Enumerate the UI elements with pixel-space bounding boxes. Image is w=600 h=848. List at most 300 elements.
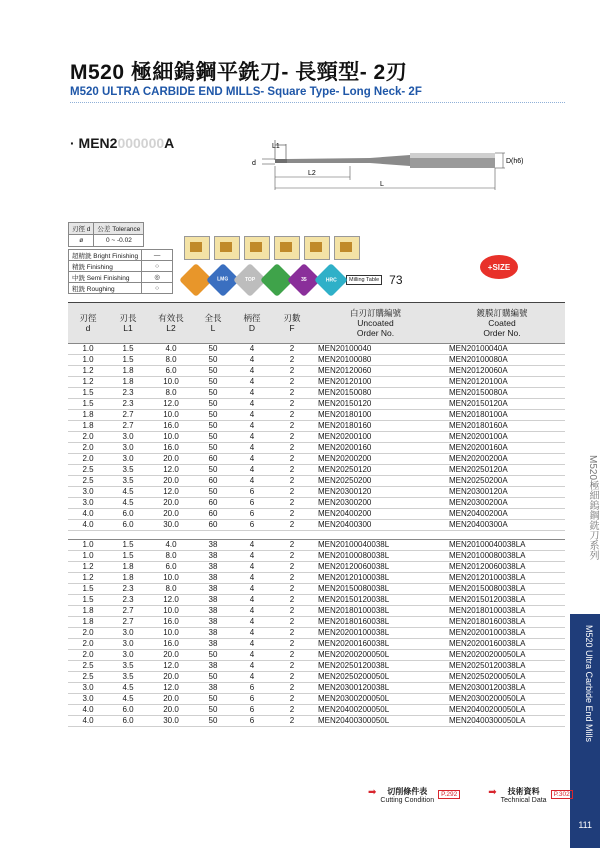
spec-cell: 16.0 (148, 443, 194, 454)
spec-cell: 1.8 (108, 573, 148, 584)
slotting-icon (184, 236, 210, 260)
uncoated-order-no: MEN20120100 (312, 377, 439, 388)
spec-cell: 6 (232, 705, 272, 716)
spec-cell: 1.2 (68, 377, 108, 388)
spec-cell: 3.0 (68, 498, 108, 509)
uncoated-order-no: MEN20250200050L (312, 672, 439, 683)
spec-cell: 1.2 (68, 562, 108, 573)
spec-cell: 4 (232, 584, 272, 595)
spec-cell: 6.0 (148, 366, 194, 377)
table-row (68, 465, 565, 476)
coated-order-no: MEN20120060038LA (439, 562, 565, 573)
spec-cell: 38 (194, 683, 232, 694)
spec-cell: 1.8 (108, 562, 148, 573)
spec-cell: 6 (232, 694, 272, 705)
coated-order-no: MEN20100040038LA (439, 540, 565, 551)
spec-cell: 2 (272, 639, 312, 650)
spec-cell: 2 (272, 520, 312, 531)
coated-order-no: MEN20400200050LA (439, 705, 565, 716)
spec-cell: 38 (194, 639, 232, 650)
tech-label-zh: 技術資料 (507, 787, 540, 796)
operation-icons (184, 236, 360, 260)
plunging-icon (334, 236, 360, 260)
spec-cell: 4.0 (68, 520, 108, 531)
spec-cell: 4 (232, 377, 272, 388)
page-subtitle: M520 ULTRA CARBIDE END MILLS- Square Type- Long Neck- 2F (70, 86, 422, 98)
spec-cell: 6.0 (108, 716, 148, 727)
spec-cell: 2 (272, 617, 312, 628)
spec-cell: 16.0 (148, 617, 194, 628)
technical-data-link[interactable] (488, 788, 572, 805)
series-suffix: A (164, 135, 175, 151)
spec-cell: 16.0 (148, 421, 194, 432)
uncoated-order-no: MEN20200200 (312, 454, 439, 465)
spec-cell: 2 (272, 551, 312, 562)
spec-cell: 4 (232, 421, 272, 432)
coated-order-no: MEN20150080A (439, 388, 565, 399)
spec-cell: 1.5 (68, 399, 108, 410)
uncoated-order-no: MEN20400200 (312, 509, 439, 520)
spec-cell: 50 (194, 388, 232, 399)
coated-order-no: MEN20400200A (439, 509, 565, 520)
spec-cell: 3.0 (108, 443, 148, 454)
spec-cell: 4 (232, 562, 272, 573)
spec-cell: 4.5 (108, 694, 148, 705)
finishing-label: 中銑 Semi Finishing (69, 272, 142, 283)
uncoated-order-no: MEN20200100038L (312, 628, 439, 639)
uncoated-order-no: MEN20100080038L (312, 551, 439, 562)
uncoated-order-no: MEN20100040 (312, 344, 439, 355)
spec-cell: 2.7 (108, 410, 148, 421)
spec-cell: 10.0 (148, 628, 194, 639)
spec-cell: 4 (232, 344, 272, 355)
spec-cell: 10.0 (148, 573, 194, 584)
table-row (68, 443, 565, 454)
coated-order-no: MEN20150120038LA (439, 595, 565, 606)
spec-cell: 2.3 (108, 584, 148, 595)
spec-cell: 1.8 (108, 366, 148, 377)
spec-cell: 2 (272, 509, 312, 520)
spec-cell: 2 (272, 443, 312, 454)
spec-cell: 4.0 (68, 509, 108, 520)
coated-order-no: MEN20200200A (439, 454, 565, 465)
spec-cell: 2.5 (68, 465, 108, 476)
uncoated-order-no: MEN20120060 (312, 366, 439, 377)
spec-cell: 50 (194, 487, 232, 498)
uncoated-order-no: MEN20250200 (312, 476, 439, 487)
spec-cell: 2 (272, 355, 312, 366)
coated-order-no: MEN20300120A (439, 487, 565, 498)
spec-cell: 6 (232, 487, 272, 498)
spec-cell: 3.0 (108, 639, 148, 650)
spec-cell: 1.0 (68, 551, 108, 562)
spec-cell: 20.0 (148, 650, 194, 661)
uncoated-order-no: MEN20180100038L (312, 606, 439, 617)
arrow-right-icon: ➡ (488, 787, 497, 798)
coated-order-no: MEN20200100A (439, 432, 565, 443)
uncoated-order-no: MEN20200160038L (312, 639, 439, 650)
finishing-table (68, 249, 173, 294)
spec-cell: 1.5 (68, 584, 108, 595)
header-overall-length: 全長 L (194, 303, 232, 344)
spec-cell: 4 (232, 606, 272, 617)
coated-order-no: MEN20120100038LA (439, 573, 565, 584)
finishing-symbol: ○ (142, 261, 173, 272)
spec-cell: 2 (272, 683, 312, 694)
spec-cell: 2 (272, 562, 312, 573)
table-row (68, 498, 565, 509)
table-row (68, 344, 565, 355)
table-row (68, 520, 565, 531)
table-row (68, 573, 565, 584)
spec-cell: 20.0 (148, 476, 194, 487)
spec-cell: 1.8 (108, 377, 148, 388)
spec-cell: 1.8 (68, 410, 108, 421)
spec-cell: 1.5 (68, 388, 108, 399)
tolerance-header-diameter: 刃徑 d (69, 223, 94, 235)
uncoated-order-no: MEN20180160038L (312, 617, 439, 628)
material-hrc35-icon: 35 (287, 263, 321, 297)
spec-cell: 2 (272, 432, 312, 443)
coated-order-no: MEN20250200A (439, 476, 565, 487)
spec-cell: 4.5 (108, 498, 148, 509)
spec-cell: 1.8 (68, 606, 108, 617)
tolerance-value-symbol: ø (69, 235, 94, 247)
page-title: M520 極細鎢鋼平銑刀- 長頸型- 2刃 (70, 61, 408, 84)
spec-cell: 2 (272, 454, 312, 465)
spec-cell: 38 (194, 606, 232, 617)
spec-cell: 4 (232, 628, 272, 639)
finishing-label: 精銑 Finishing (69, 261, 142, 272)
spec-cell: 8.0 (148, 355, 194, 366)
label-d: d (252, 160, 256, 167)
cutting-page: P.292 (438, 790, 460, 799)
uncoated-order-no: MEN20300200050L (312, 694, 439, 705)
spec-cell: 12.0 (148, 399, 194, 410)
uncoated-order-no: MEN20400300 (312, 520, 439, 531)
spec-cell: 20.0 (148, 498, 194, 509)
table-row (68, 672, 565, 683)
spec-cell: 6.0 (108, 509, 148, 520)
spec-cell: 2.0 (68, 432, 108, 443)
spec-cell: 4 (232, 388, 272, 399)
header-diameter: 刃徑 d (68, 303, 108, 344)
table-row (68, 628, 565, 639)
spec-cell: 12.0 (148, 487, 194, 498)
coated-order-no: MEN20200160038LA (439, 639, 565, 650)
spec-cell: 2.0 (68, 650, 108, 661)
spec-cell: 2 (272, 694, 312, 705)
spec-cell: 4.0 (148, 344, 194, 355)
spec-cell: 50 (194, 432, 232, 443)
spec-cell: 2 (272, 421, 312, 432)
spec-cell: 2.0 (68, 639, 108, 650)
spec-cell: 38 (194, 573, 232, 584)
spec-cell: 6.0 (148, 562, 194, 573)
uncoated-order-no: MEN20400300050L (312, 716, 439, 727)
spec-cell: 4 (232, 454, 272, 465)
uncoated-order-no: MEN20100040038L (312, 540, 439, 551)
spec-cell: 4.5 (108, 487, 148, 498)
uncoated-order-no: MEN20120060038L (312, 562, 439, 573)
table-row (68, 487, 565, 498)
spec-cell: 2 (272, 476, 312, 487)
table-row (68, 377, 565, 388)
spec-cell: 4 (232, 661, 272, 672)
coated-order-no: MEN20300200050LA (439, 694, 565, 705)
spec-cell: 6 (232, 498, 272, 509)
table-row (68, 661, 565, 672)
header-shank: 柄徑 D (232, 303, 272, 344)
spec-cell: 1.5 (108, 344, 148, 355)
spec-cell: 3.0 (68, 487, 108, 498)
material-hrc-icon: HRC (314, 263, 348, 297)
uncoated-order-no: MEN20200100 (312, 432, 439, 443)
spec-cell: 1.5 (108, 540, 148, 551)
spec-cell: 4 (232, 672, 272, 683)
spec-cell: 4.0 (68, 705, 108, 716)
spec-cell: 50 (194, 443, 232, 454)
side-milling-icon (214, 236, 240, 260)
finishing-label: 粗銑 Roughing (69, 283, 142, 294)
table-row (68, 432, 565, 443)
table-row (68, 410, 565, 421)
spec-cell: 38 (194, 628, 232, 639)
spec-cell: 6 (232, 520, 272, 531)
spec-cell: 2.0 (68, 628, 108, 639)
series-ghost: 000000 (117, 135, 165, 151)
uncoated-order-no: MEN20180160 (312, 421, 439, 432)
spec-cell: 10.0 (148, 432, 194, 443)
coated-order-no: MEN20180160038LA (439, 617, 565, 628)
spec-cell: 4 (232, 573, 272, 584)
coated-order-no: MEN20200200050LA (439, 650, 565, 661)
spec-cell: 38 (194, 551, 232, 562)
spec-cell: 2 (272, 498, 312, 509)
spec-cell: 38 (194, 617, 232, 628)
label-l1: L1 (272, 143, 280, 150)
header-coated: 鍍膜訂購編號 Coated Order No. (439, 303, 565, 344)
spec-cell: 2 (272, 465, 312, 476)
spec-cell: 2 (272, 584, 312, 595)
group-separator (68, 531, 565, 540)
coated-order-no: MEN20400300A (439, 520, 565, 531)
coated-order-no: MEN20300120038LA (439, 683, 565, 694)
spec-cell: 38 (194, 595, 232, 606)
header-uncoated: 白刃訂購編號 Uncoated Order No. (312, 303, 439, 344)
table-row (68, 540, 565, 551)
spec-cell: 60 (194, 498, 232, 509)
spec-cell: 16.0 (148, 639, 194, 650)
side-title-zh: M520極細鎢鋼銑刀系列 (587, 455, 598, 561)
spec-cell: 8.0 (148, 388, 194, 399)
uncoated-order-no: MEN20150080 (312, 388, 439, 399)
finishing-symbol: ◎ (142, 272, 173, 283)
spec-cell: 2 (272, 388, 312, 399)
arrow-right-icon: ➡ (368, 787, 377, 798)
tolerance-header-tolerance: 公差 Tolerance (94, 223, 144, 235)
uncoated-order-no: MEN20400200050L (312, 705, 439, 716)
spec-cell: 20.0 (148, 454, 194, 465)
finishing-label: 超精銑 Bright Finishing (69, 250, 142, 261)
spec-cell: 60 (194, 476, 232, 487)
spec-cell: 50 (194, 705, 232, 716)
table-row (68, 694, 565, 705)
uncoated-order-no: MEN20180100 (312, 410, 439, 421)
coated-order-no: MEN20180160A (439, 421, 565, 432)
spec-cell: 20.0 (148, 672, 194, 683)
spec-cell: 4.0 (68, 716, 108, 727)
coated-order-no: MEN20150080038LA (439, 584, 565, 595)
spec-cell: 2 (272, 540, 312, 551)
table-row (68, 388, 565, 399)
spec-cell: 6.0 (108, 520, 148, 531)
spec-cell: 1.8 (68, 617, 108, 628)
spec-cell: 12.0 (148, 465, 194, 476)
label-l2: L2 (308, 170, 316, 177)
spec-cell: 2.0 (68, 443, 108, 454)
spec-cell: 4 (232, 366, 272, 377)
spec-cell: 4.0 (148, 540, 194, 551)
spec-cell: 6 (232, 683, 272, 694)
header-flute-length: 刃長 L1 (108, 303, 148, 344)
spec-cell: 60 (194, 520, 232, 531)
table-row (68, 595, 565, 606)
spec-cell: 30.0 (148, 520, 194, 531)
coated-order-no: MEN20120100A (439, 377, 565, 388)
spec-cell: 4 (232, 443, 272, 454)
spec-cell: 2 (272, 606, 312, 617)
spec-cell: 38 (194, 661, 232, 672)
spec-cell: 2 (272, 377, 312, 388)
coated-order-no: MEN20250120A (439, 465, 565, 476)
spec-cell: 50 (194, 366, 232, 377)
spec-cell: 1.5 (68, 595, 108, 606)
tolerance-table (68, 222, 144, 247)
spec-cell: 1.0 (68, 355, 108, 366)
header-flutes: 刃數 F (272, 303, 312, 344)
spec-cell: 50 (194, 465, 232, 476)
spec-cell: 1.5 (108, 551, 148, 562)
spec-cell: 2.3 (108, 388, 148, 399)
milling-table-label: Milling Table (346, 275, 382, 285)
spec-cell: 1.2 (68, 573, 108, 584)
series-prefix: · MEN2 (70, 135, 118, 151)
profiling-icon (304, 236, 330, 260)
spec-cell: 2 (272, 628, 312, 639)
pocketing-icon (274, 236, 300, 260)
spec-cell: 50 (194, 716, 232, 727)
spec-cell: 6.0 (108, 705, 148, 716)
page-number: 111 (578, 820, 592, 830)
spec-cell: 3.0 (68, 683, 108, 694)
spec-cell: 3.5 (108, 672, 148, 683)
spec-cell: 4 (232, 650, 272, 661)
uncoated-order-no: MEN20300120 (312, 487, 439, 498)
material-icons (184, 268, 403, 292)
spec-cell: 6 (232, 716, 272, 727)
spec-cell: 2 (272, 399, 312, 410)
uncoated-order-no: MEN20150120038L (312, 595, 439, 606)
spec-cell: 38 (194, 562, 232, 573)
table-row (68, 617, 565, 628)
spec-cell: 3.0 (68, 694, 108, 705)
spec-cell: 4 (232, 639, 272, 650)
coated-order-no: MEN20180100038LA (439, 606, 565, 617)
table-row (68, 421, 565, 432)
spec-cell: 8.0 (148, 584, 194, 595)
spec-cell: 3.5 (108, 476, 148, 487)
size-badge: +SIZE (480, 255, 518, 279)
spec-cell: 2.7 (108, 617, 148, 628)
spec-cell: 12.0 (148, 661, 194, 672)
table-row (68, 454, 565, 465)
spec-cell: 50 (194, 344, 232, 355)
uncoated-order-no: MEN20250120 (312, 465, 439, 476)
spec-cell: 4 (232, 595, 272, 606)
table-row (68, 476, 565, 487)
spec-cell: 4 (232, 617, 272, 628)
spec-cell: 50 (194, 650, 232, 661)
spec-cell: 2.7 (108, 606, 148, 617)
spec-cell: 20.0 (148, 705, 194, 716)
spec-cell: 8.0 (148, 551, 194, 562)
uncoated-order-no: MEN20200160 (312, 443, 439, 454)
spec-cell: 2 (272, 487, 312, 498)
footer-links (368, 788, 573, 805)
spec-cell: 4 (232, 476, 272, 487)
table-row (68, 584, 565, 595)
coated-order-no: MEN20100080A (439, 355, 565, 366)
label-shank-d: D(h6) (506, 158, 524, 165)
table-row (68, 355, 565, 366)
spec-cell: 2.5 (68, 476, 108, 487)
spec-cell: 10.0 (148, 377, 194, 388)
spec-cell: 4 (232, 465, 272, 476)
spec-cell: 6 (232, 509, 272, 520)
spec-cell: 1.2 (68, 366, 108, 377)
cutting-condition-link[interactable] (368, 788, 460, 805)
spec-cell: 50 (194, 377, 232, 388)
spec-cell: 60 (194, 454, 232, 465)
spec-cell: 12.0 (148, 683, 194, 694)
table-row (68, 606, 565, 617)
spec-cell: 2 (272, 595, 312, 606)
spec-cell: 1.8 (68, 421, 108, 432)
spec-cell: 12.0 (148, 595, 194, 606)
tech-page: P.302 (551, 790, 573, 799)
spec-cell: 10.0 (148, 410, 194, 421)
spec-cell: 50 (194, 355, 232, 366)
table-row (68, 366, 565, 377)
table-row (68, 705, 565, 716)
coated-order-no: MEN20180100A (439, 410, 565, 421)
header-effective-length: 有效長 L2 (148, 303, 194, 344)
finishing-symbol: ○ (142, 283, 173, 294)
spec-cell: 50 (194, 410, 232, 421)
spec-cell: 38 (194, 540, 232, 551)
spec-cell: 1.5 (108, 355, 148, 366)
table-row (68, 551, 565, 562)
spec-cell: 2 (272, 344, 312, 355)
spec-cell: 50 (194, 421, 232, 432)
ramping-icon (244, 236, 270, 260)
spec-cell: 3.0 (108, 650, 148, 661)
spec-cell: 4 (232, 432, 272, 443)
table-row (68, 716, 565, 727)
spec-cell: 38 (194, 584, 232, 595)
coated-order-no: MEN20200100038LA (439, 628, 565, 639)
